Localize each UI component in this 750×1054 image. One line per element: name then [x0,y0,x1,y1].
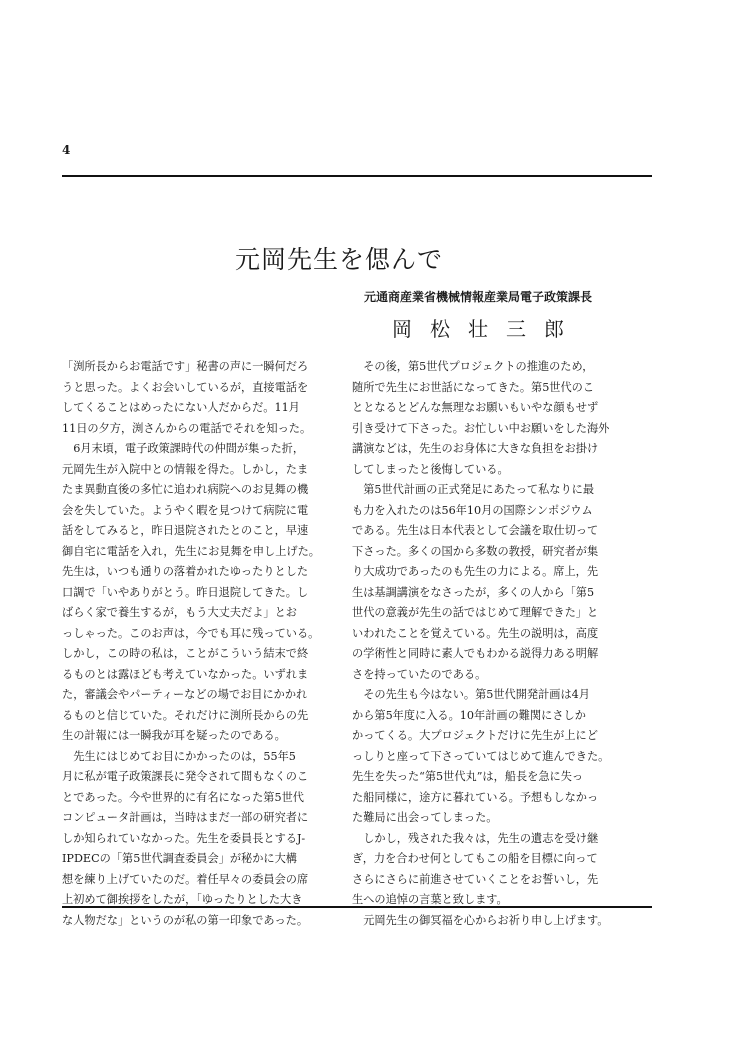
text-line: してくることはめったにない人だからだ。11月 [62,401,300,414]
text-line: 6月末頃，電子政策課時代の仲間が集った折， [62,442,305,455]
right-column [352,357,614,931]
text-line: 会を失していた。ようやく暇を見つけて病院に電 [62,503,309,517]
top-rule [62,175,652,177]
text-line: り大成功であったのも先生の力による。席上，先 [352,565,599,578]
text-line: しか知られていなかった。先生を委員長とするJ- [62,831,306,845]
left-column [62,357,324,931]
text-line: 先生を失った“第5世代丸”は，船長を急に失っ [352,770,584,783]
text-line: 元岡先生の御冥福を心からお祈り申し上げます。 [352,913,609,927]
text-line: いわれたことを覚えている。先生の説明は，高度 [352,626,599,640]
text-line: 生の計報には一瞬我が耳を疑ったのである。 [62,729,286,742]
text-line: 先生は，いつも通りの落着かれたゆったりとした [62,565,309,578]
text-line: 世代の意義が先生の話ではじめて理解できた」と [352,606,599,619]
text-line: から第5年度に入る。10年計画の難関にさしか [352,708,586,722]
article-title: 元岡先生を偲んで [235,245,444,274]
text-line: の学術性と同時に素人でもわかる説得力ある明解 [352,647,599,660]
text-line: 月に私が電子政策課長に発令されて間もなくのこ [62,770,309,783]
text-line: してしまったと後悔している。 [352,462,509,476]
text-line: たま異動直後の多忙に追われ病院へのお見舞の機 [62,483,309,496]
text-line: も力を入れたのは56年10月の国際シンポジウム [352,503,593,517]
text-line: 御自宅に電話を入れ，先生にお見舞を申し上げた。 [62,544,320,558]
text-line: しかし，残された我々は，先生の遺志を受け継 [352,831,599,845]
text-line: である。先生は日本代表として会議を取仕切って [352,524,599,537]
text-line: IPDECの「第5世代調査委員会」が秘かに大構 [62,852,297,865]
text-line: るものと信じていた。それだけに渕所長からの先 [62,708,309,722]
text-line: 話をしてみると，昨日退院されたとのこと，早速 [62,524,309,537]
text-line: その先生も今はない。第5世代開発計画は4月 [352,688,590,701]
text-line: 元岡先生が入院中との情報を得た。しかし，たま [62,462,309,476]
text-line: さらにさらに前進させていくことをお誓いし，先 [352,872,599,886]
text-line: 第5世代計画の正式発足にあたって私なりに最 [352,483,595,496]
text-line: た船同様に，途方に暮れている。予想もしなかっ [352,790,599,804]
text-line: た，審議会やパーティーなどの場でお目にかかれ [62,688,308,701]
text-line: コンピュータ計画は，当時はまだ一部の研究者に [62,811,309,824]
text-line: 先生にはじめてお目にかかったのは，55年5 [62,749,296,763]
text-line: うと思った。よくお会いしているが，直接電話を [62,380,309,394]
text-line: 生は基調講演をなさったが，多くの人から「第5 [352,585,595,599]
text-line: 下さった。多くの国から多数の教授，研究者が集 [352,544,599,558]
author-role: 元通商産業省機械情報産業局電子政策課長 [364,290,593,304]
text-line: 想を練り上げていたのだ。着任早々の委員会の席 [62,872,309,886]
text-line: 随所で先生にお世話になってきた。第5世代のこ [352,380,595,394]
text-line: ばらく家で養生するが，もう大丈夫だよ」とお [62,606,297,619]
author-name: 岡松壮三郎 [392,317,582,341]
bottom-rule [62,906,652,908]
text-line: ぎ，力を合わせ何としてもこの船を目標に向って [352,852,598,865]
text-line: 上初めて御挨拶をしたが，「ゆったりとした大き [62,893,303,906]
text-line: な人物だな」というのが私の第一印象であった。 [62,913,309,927]
text-line: しかし，この時の私は，ことがこういう結末で終 [62,647,309,660]
text-line: かってくる。大プロジェクトだけに先生が上にど [352,729,598,742]
text-line: 講演などは，先生のお身体に大きな負担をお掛け [352,442,599,455]
text-line: とであった。今や世界的に有名になった第5世代 [62,790,304,804]
text-line: さを持っていたのである。 [352,667,487,681]
text-line: るものとは露ほども考えていなかった。いずれま [62,667,309,681]
text-line: その後，第5世代プロジェクトの推進のため， [352,360,594,373]
text-line: 生への追悼の言葉と致します。 [352,893,508,906]
text-line: っしりと座って下さっていてはじめて進んできた。 [352,749,610,763]
text-line: 引き受けて下さった。お忙しい中お願いをした海外 [352,421,610,435]
page-number: 4 [62,143,71,157]
text-line: 口調で「いやありがとう。昨日退院してきた。し [62,585,309,599]
text-line: ととなるとどんな無理なお願いもいやな顔もせず [352,401,599,414]
text-line: 11日の夕方，渕さんからの電話でそれを知った。 [62,421,312,435]
text-line: っしゃった。このお声は，今でも耳に残っている。 [62,626,320,640]
text-line: た難局に出会ってしまった。 [352,811,498,824]
text-line: 「渕所長からお電話です」秘書の声に一瞬何だろ [62,360,309,373]
